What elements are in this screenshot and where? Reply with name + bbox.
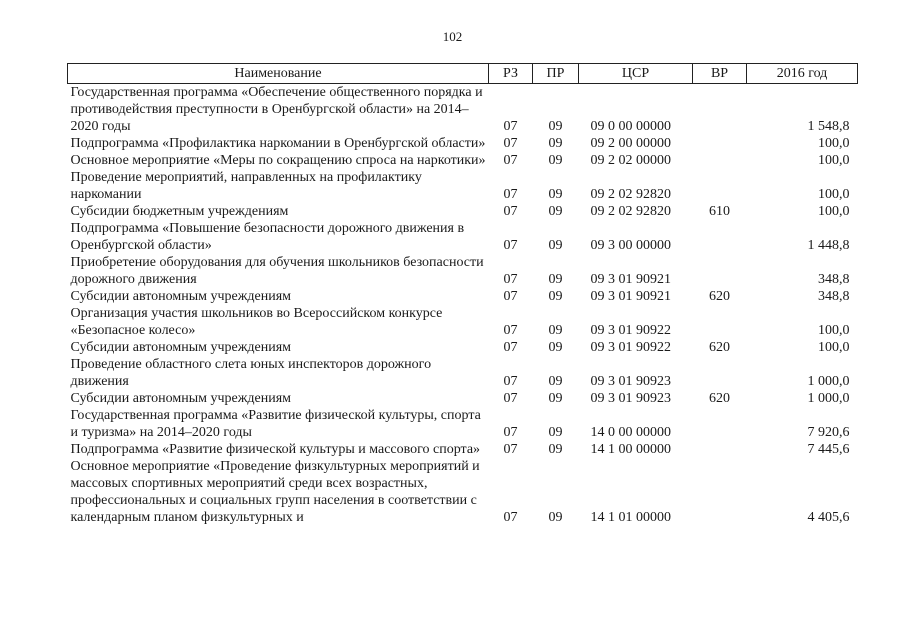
row-vr	[693, 152, 747, 169]
row-pr: 09	[548, 272, 563, 287]
header-amount: 2016 год	[747, 64, 858, 84]
row-name: Субсидии автономным учреждениям	[70, 391, 292, 406]
row-csr: 09 3 01 90921	[590, 289, 671, 304]
row-pr: 09	[548, 289, 563, 304]
row-amount: 348,8	[818, 289, 850, 304]
table-row	[68, 169, 858, 203]
row-amount: 1 448,8	[807, 238, 850, 253]
row-rz: 07	[503, 119, 518, 134]
row-csr: 14 1 00 00000	[590, 442, 671, 457]
row-pr: 09	[548, 153, 563, 168]
row-pr: 09	[548, 238, 563, 253]
row-name: Субсидии бюджетным учреждениям	[70, 204, 289, 219]
row-vr: 620	[709, 340, 730, 355]
table-row	[68, 288, 858, 305]
row-amount: 4 405,6	[807, 510, 850, 525]
row-rz: 07	[503, 391, 518, 406]
row-pr: 09	[548, 187, 563, 202]
row-csr: 09 3 01 90923	[590, 391, 671, 406]
table-row	[68, 203, 858, 220]
row-csr: 14 0 00 00000	[590, 425, 671, 440]
row-csr: 09 3 01 90922	[590, 323, 671, 338]
row-rz: 07	[503, 153, 518, 168]
row-vr: 610	[709, 204, 730, 219]
row-pr: 09	[548, 136, 563, 151]
row-amount: 1 548,8	[807, 119, 850, 134]
row-csr: 09 2 00 00000	[590, 136, 671, 151]
row-pr: 09	[548, 425, 563, 440]
row-name: Подпрограмма «Профилактика наркомании в Оренбургской области»	[70, 136, 486, 151]
row-pr: 09	[548, 374, 563, 389]
row-vr	[693, 135, 747, 152]
row-name: Подпрограмма «Повышение безопасности дорожного движения в Оренбургской области»	[70, 221, 465, 253]
row-amount: 1 000,0	[807, 374, 850, 389]
row-vr	[693, 458, 747, 526]
row-csr: 09 3 00 00000	[590, 238, 671, 253]
page-number: 102	[442, 29, 463, 44]
row-pr: 09	[548, 340, 563, 355]
row-amount: 7 920,6	[807, 425, 850, 440]
row-rz: 07	[503, 510, 518, 525]
row-amount: 100,0	[818, 187, 850, 202]
row-amount: 1 000,0	[807, 391, 850, 406]
row-rz: 07	[503, 238, 518, 253]
row-csr: 09 2 02 92820	[590, 204, 671, 219]
row-csr: 09 3 01 90922	[590, 340, 671, 355]
row-name: Государственная программа «Обеспечение общественного порядка и противодействия преступности в Оренбургской области» на 2014–2020 годы	[70, 85, 483, 134]
row-csr: 09 3 01 90923	[590, 374, 671, 389]
table-header-row	[68, 64, 858, 84]
table-row	[68, 356, 858, 390]
row-rz: 07	[503, 323, 518, 338]
row-vr	[693, 407, 747, 441]
row-pr: 09	[548, 442, 563, 457]
row-name: Проведение мероприятий, направленных на профилактику наркомании	[70, 170, 422, 202]
row-pr: 09	[548, 510, 563, 525]
table-row	[68, 254, 858, 288]
row-rz: 07	[503, 340, 518, 355]
row-name: Подпрограмма «Развитие физической культуры и массового спорта»	[70, 442, 481, 457]
row-rz: 07	[503, 204, 518, 219]
row-vr: 620	[709, 289, 730, 304]
row-vr	[693, 356, 747, 390]
table-row	[68, 339, 858, 356]
row-pr: 09	[548, 204, 563, 219]
row-rz: 07	[503, 374, 518, 389]
row-name: Основное мероприятие «Меры по сокращению спроса на наркотики»	[70, 153, 486, 168]
row-pr: 09	[548, 323, 563, 338]
table-row	[68, 220, 858, 254]
row-vr	[693, 220, 747, 254]
row-rz: 07	[503, 187, 518, 202]
table-row	[68, 458, 858, 526]
table-row	[68, 407, 858, 441]
row-amount: 100,0	[818, 340, 850, 355]
row-name: Субсидии автономным учреждениям	[70, 289, 292, 304]
row-amount: 348,8	[818, 272, 850, 287]
row-rz: 07	[503, 272, 518, 287]
table-row	[68, 152, 858, 169]
row-rz: 07	[503, 289, 518, 304]
row-name: Приобретение оборудования для обучения школьников безопасности дорожного движения	[70, 255, 484, 287]
row-rz: 07	[503, 136, 518, 151]
row-rz: 07	[503, 442, 518, 457]
row-name: Проведение областного слета юных инспекторов дорожного движения	[70, 357, 432, 389]
row-name: Государственная программа «Развитие физической культуры, спорта и туризма» на 2014–2020 годы	[70, 408, 481, 440]
table-row	[68, 441, 858, 458]
table-row	[68, 84, 858, 136]
row-vr	[693, 254, 747, 288]
header-name: Наименование	[68, 64, 489, 84]
row-csr: 09 2 02 00000	[590, 153, 671, 168]
row-vr	[693, 305, 747, 339]
row-csr: 09 2 02 92820	[590, 187, 671, 202]
header-csr: ЦСР	[579, 64, 693, 84]
header-rz: РЗ	[489, 64, 533, 84]
row-vr	[693, 84, 747, 136]
row-name: Субсидии автономным учреждениям	[70, 340, 292, 355]
row-rz: 07	[503, 425, 518, 440]
row-vr	[693, 441, 747, 458]
row-amount: 7 445,6	[807, 442, 850, 457]
table-row	[68, 305, 858, 339]
row-amount: 100,0	[818, 153, 850, 168]
row-name: Основное мероприятие «Проведение физкультурных мероприятий и массовых спортивных мероприятий среди всех возрастных, профессиональных и социальных групп населения в соответствии с календарным планом физкультурных и	[70, 459, 480, 525]
header-vr: ВР	[693, 64, 747, 84]
row-vr: 620	[709, 391, 730, 406]
row-csr: 14 1 01 00000	[590, 510, 671, 525]
row-pr: 09	[548, 119, 563, 134]
table-row	[68, 135, 858, 152]
row-amount: 100,0	[818, 204, 850, 219]
row-pr: 09	[548, 391, 563, 406]
header-pr: ПР	[533, 64, 579, 84]
row-vr	[693, 169, 747, 203]
row-name: Организация участия школьников во Всероссийском конкурсе «Безопасное колесо»	[70, 306, 443, 338]
row-amount: 100,0	[818, 323, 850, 338]
row-csr: 09 3 01 90921	[590, 272, 671, 287]
budget-table	[67, 63, 858, 526]
row-csr: 09 0 00 00000	[590, 119, 671, 134]
table-row	[68, 390, 858, 407]
row-amount: 100,0	[818, 136, 850, 151]
